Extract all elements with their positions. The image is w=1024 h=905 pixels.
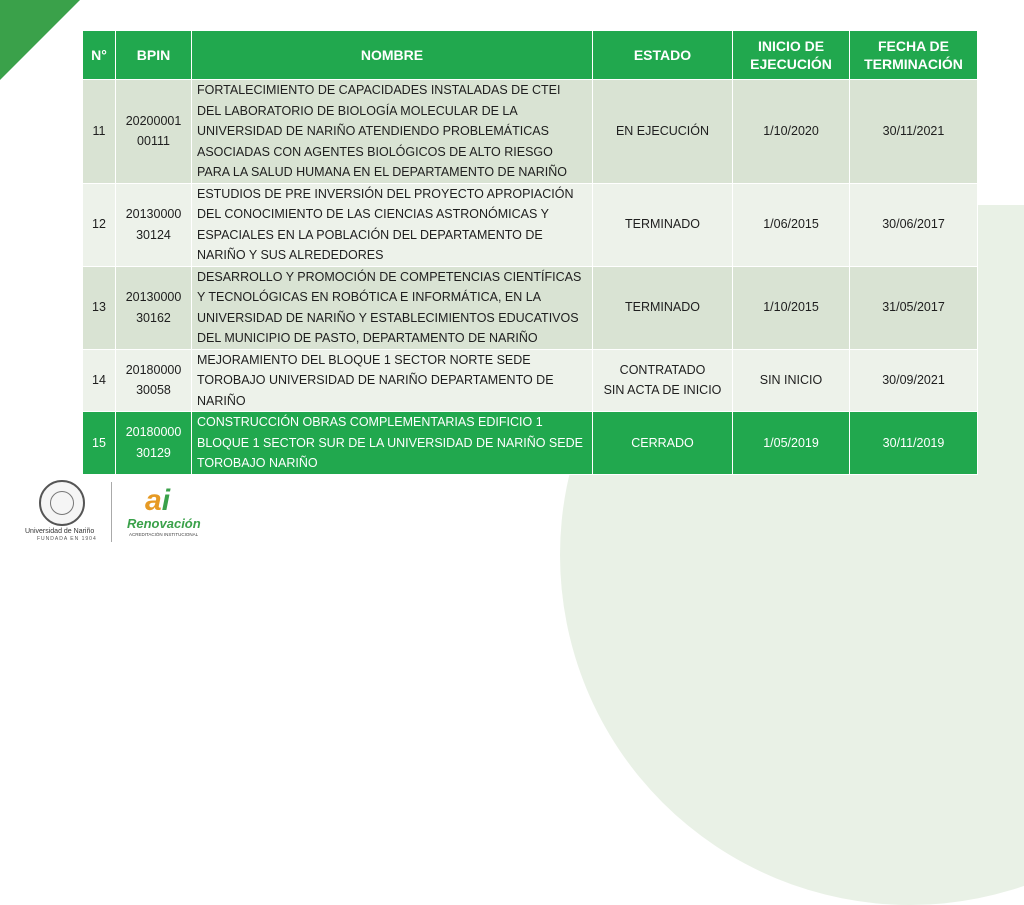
- cell-inicio: 1/10/2015: [733, 266, 850, 349]
- cell-bpin: [116, 183, 192, 266]
- bpin-part2: 30124: [136, 227, 171, 242]
- seal-inner-ring: [50, 491, 74, 515]
- ai-logo-i: i: [161, 484, 171, 517]
- cell-nombre: ESTUDIOS DE PRE INVERSIÓN DEL PROYECTO APROPIACIÓN DEL CONOCIMIENTO DE LAS CIENCIAS ASTRONÓMICAS Y ESPACIALES EN LA POBLACIÓN DEL DEPARTAMENTO DE NARIÑO Y SUS ALREDEDORES: [192, 183, 593, 266]
- estado-line1: TERMINADO: [625, 217, 700, 232]
- bpin-part1: 20130000: [125, 207, 182, 221]
- cell-nombre: CONSTRUCCIÓN OBRAS COMPLEMENTARIAS EDIFICIO 1 BLOQUE 1 SECTOR SUR DE LA UNIVERSIDAD DE NARIÑO SEDE TOROBAJO NARIÑO: [192, 412, 593, 475]
- estado-line1: CERRADO: [631, 435, 694, 450]
- table-row: [83, 183, 978, 266]
- header-fecha: [850, 31, 978, 80]
- header-fecha-line2: TERMINACIÓN: [864, 56, 963, 72]
- header-num: N°: [83, 31, 116, 80]
- table-row: [83, 80, 978, 184]
- university-seal-icon: [39, 480, 85, 526]
- cell-nombre: FORTALECIMIENTO DE CAPACIDADES INSTALADAS DE CTEI DEL LABORATORIO DE BIOLOGÍA MOLECULAR DE LA UNIVERSIDAD DE NARIÑO ATENDIENDO PROBLEMÁTICAS ASOCIADAS CON AGENTES BIOLÓGICOS DE ALTO RIESGO PARA LA SALUD HUMANA EN EL DEPARTAMENTO DE NARIÑO: [192, 80, 593, 184]
- estado-line1: TERMINADO: [625, 300, 700, 315]
- cell-estado: [593, 183, 733, 266]
- bpin-part2: 30129: [136, 445, 171, 460]
- cell-terminacion: 30/11/2021: [850, 80, 978, 184]
- header-nombre: NOMBRE: [192, 31, 593, 80]
- header-inicio-line2: EJECUCIÓN: [750, 56, 832, 72]
- cell-estado: [593, 349, 733, 412]
- cell-bpin: [116, 349, 192, 412]
- cell-nombre: DESARROLLO Y PROMOCIÓN DE COMPETENCIAS CIENTÍFICAS Y TECNOLÓGICAS EN ROBÓTICA E INFORMÁTICA, EN LA UNIVERSIDAD DE NARIÑO Y ESTABLECIMIENTOS EDUCATIVOS DEL MUNICIPIO DE PASTO, DEPARTAMENTO DE NARIÑO: [192, 266, 593, 349]
- corner-decoration: [0, 0, 80, 80]
- estado-line2: SIN ACTA DE INICIO: [603, 383, 722, 398]
- header-fecha-line1: FECHA DE: [877, 38, 950, 54]
- renovacion-logo-text: Renovación: [127, 516, 201, 531]
- cell-terminacion: 31/05/2017: [850, 266, 978, 349]
- cell-inicio: 1/05/2019: [733, 412, 850, 475]
- university-name: Universidad de Nariño: [25, 528, 95, 535]
- bpin-part1: 20180000: [125, 425, 182, 440]
- cell-estado: [593, 80, 733, 184]
- cell-num: 15: [83, 412, 116, 475]
- cell-inicio: 1/10/2020: [733, 80, 850, 184]
- cell-estado: [593, 266, 733, 349]
- table-header-row: [83, 31, 978, 80]
- bpin-part1: 20180000: [125, 362, 182, 377]
- header-inicio-line1: INICIO DE: [757, 38, 825, 54]
- cell-bpin: [116, 266, 192, 349]
- cell-num: 13: [83, 266, 116, 349]
- estado-line1: CONTRATADO: [619, 362, 706, 377]
- ai-logo-a: a: [145, 484, 162, 517]
- header-inicio: [733, 31, 850, 80]
- acreditacion-text: ACREDITACIÓN INSTITUCIONAL: [129, 532, 199, 537]
- bpin-part1: 20200001: [125, 113, 182, 128]
- university-founded: FUNDADA EN 1904: [37, 536, 97, 542]
- projects-table: [82, 30, 978, 475]
- estado-line1: EN EJECUCIÓN: [615, 124, 710, 138]
- cell-num: 11: [83, 80, 116, 184]
- table-row: [83, 349, 978, 412]
- cell-num: 12: [83, 183, 116, 266]
- header-bpin: BPIN: [116, 31, 192, 80]
- bpin-part1: 20130000: [125, 290, 182, 304]
- cell-bpin: [116, 412, 192, 475]
- bpin-part2: 30058: [136, 383, 171, 398]
- cell-inicio: SIN INICIO: [733, 349, 850, 412]
- footer-logos: [25, 478, 225, 544]
- table-row: [83, 266, 978, 349]
- bpin-part2: 00111: [137, 134, 170, 149]
- cell-estado: [593, 412, 733, 475]
- cell-nombre: MEJORAMIENTO DEL BLOQUE 1 SECTOR NORTE SEDE TOROBAJO UNIVERSIDAD DE NARIÑO DEPARTAMENTO DE NARIÑO: [192, 349, 593, 412]
- table-row-highlighted: [83, 412, 978, 475]
- bpin-part2: 30162: [136, 310, 171, 325]
- cell-terminacion: 30/09/2021: [850, 349, 978, 412]
- header-estado: ESTADO: [593, 31, 733, 80]
- ai-logo-icon: [145, 484, 170, 518]
- cell-terminacion: 30/11/2019: [850, 412, 978, 475]
- cell-num: 14: [83, 349, 116, 412]
- cell-bpin: [116, 80, 192, 184]
- logo-divider: [111, 482, 112, 542]
- cell-inicio: 1/06/2015: [733, 183, 850, 266]
- cell-terminacion: 30/06/2017: [850, 183, 978, 266]
